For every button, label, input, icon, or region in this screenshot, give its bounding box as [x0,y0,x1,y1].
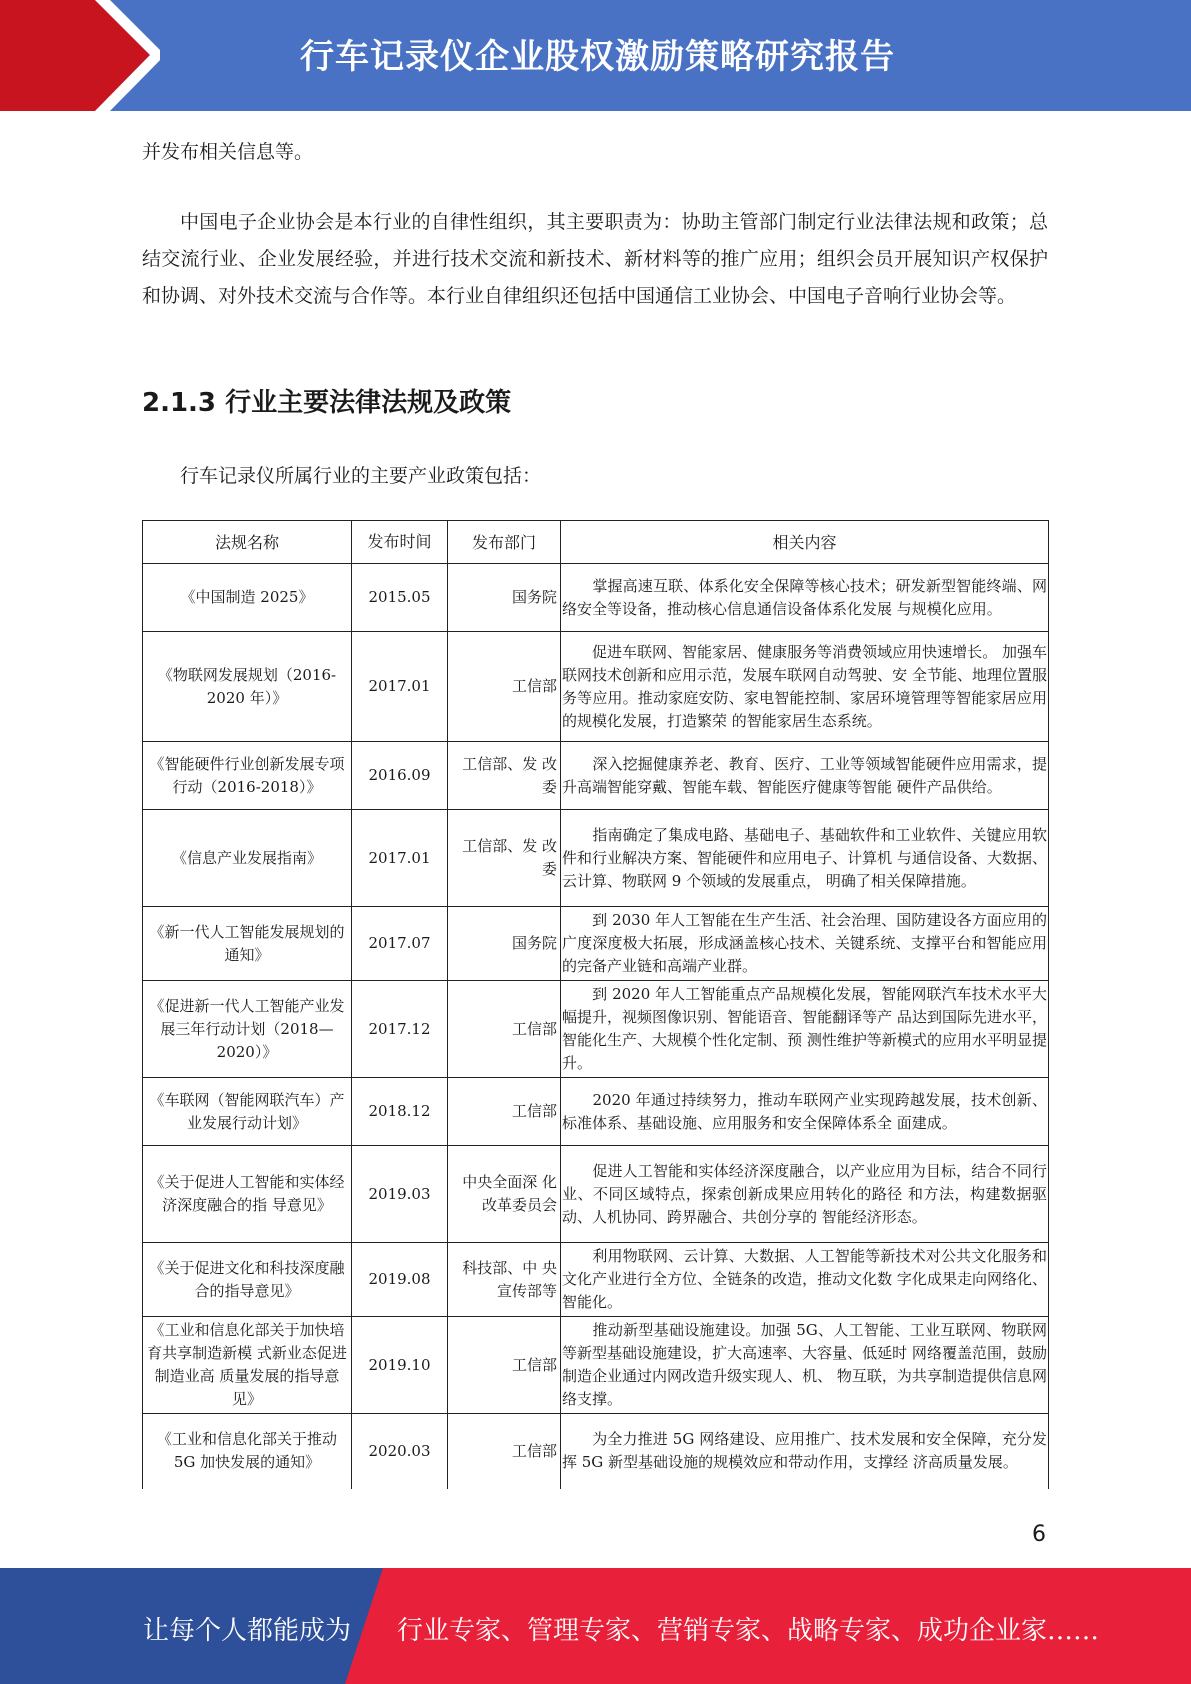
policy-dept-cell: 国务院 [448,564,561,632]
policy-content-cell: 促进人工智能和实体经济深度融合，以产业应用为目标，结合不同行业、不同区域特点，探索创新成果应用转化的路径 和方法，构建数据驱动、人机协同、跨界融合、共创分享的 智能经济形态。 [561,1146,1049,1243]
policy-name-cell: 《工业和信息化部关于推动 5G 加快发展的通知》 [143,1414,352,1489]
header-name: 法规名称 [143,521,352,564]
table-row [143,907,1049,981]
policy-date-cell: 2019.08 [352,1243,448,1317]
policy-content-cell: 掌握高速互联、体系化安全保障等核心技术；研发新型智能终端、网络安全等设备，推动核心信息通信设备体系化发展 与规模化应用。 [561,564,1049,632]
policy-dept-cell: 工信部 [448,1078,561,1146]
policy-name-cell: 《关于促进文化和科技深度融合的指导意见》 [143,1243,352,1317]
policy-name-cell: 《工业和信息化部关于加快培育共享制造新模 式新业态促进制造业高 质量发展的指导意见》 [143,1317,352,1414]
page-number: 6 [1032,1522,1046,1547]
red-chevron-icon [0,0,160,111]
policy-content-cell: 指南确定了集成电路、基础电子、基础软件和工业软件、关键应用软件和行业解决方案、智能硬件和应用电子、计算机 与通信设备、大数据、云计算、物联网 9 个领域的发展重点， 明确了相关保障措施。 [561,810,1049,907]
table-header-row [143,521,1049,564]
policy-content-cell: 利用物联网、云计算、大数据、人工智能等新技术对公共文化服务和文化产业进行全方位、全链条的改造，推动文化数 字化成果走向网络化、智能化。 [561,1243,1049,1317]
header-dept: 发布部门 [448,521,561,564]
policy-name-cell: 《关于促进人工智能和实体经济深度融合的指 导意见》 [143,1146,352,1243]
policy-dept-cell: 工信部 [448,1317,561,1414]
table-row [143,1146,1049,1243]
policy-name-cell: 《新一代人工智能发展规划的通知》 [143,907,352,981]
policy-dept-cell: 工信部 [448,1414,561,1489]
page-header [0,0,1191,111]
header-content: 相关内容 [561,521,1049,564]
policy-dept-cell: 工信部、发 改委 [448,810,561,907]
footer-slogan-left: 让每个人都能成为 [143,1616,352,1646]
policy-date-cell: 2019.03 [352,1146,448,1243]
table-row [143,632,1049,742]
policy-date-cell: 2019.10 [352,1317,448,1414]
policy-date-cell: 2020.03 [352,1414,448,1489]
page-footer [0,1568,1191,1684]
policy-dept-cell: 工信部 [448,981,561,1078]
policy-table [142,520,1049,1489]
policy-dept-cell: 科技部、中 央宣传部等 [448,1243,561,1317]
paragraph-intro: 并发布相关信息等。 [142,141,314,163]
policy-content-cell: 为全力推进 5G 网络建设、应用推广、技术发展和安全保障，充分发挥 5G 新型基础设施的规模效应和带动作用，支撑经 济高质量发展。 [561,1414,1049,1489]
policy-name-cell: 《中国制造 2025》 [143,564,352,632]
table-row [143,1414,1049,1489]
table-row [143,810,1049,907]
paragraph-association: 中国电子企业协会是本行业的自律性组织，其主要职责为：协助主管部门制定行业法律法规和政策；总结交流行业、企业发展经验，并进行技术交流和新技术、新材料等的推广应用；组织会员开展知识产权保护和协调、对外技术交流与合作等。本行业自律组织还包括中国通信工业协会、中国电子音响行业协会等。 [142,211,1048,307]
policy-name-cell: 《车联网（智能网联汽车）产业发展行动计划》 [143,1078,352,1146]
policy-date-cell: 2017.01 [352,632,448,742]
header-date: 发布时间 [352,521,448,564]
policy-content-cell: 到 2020 年人工智能重点产品规模化发展，智能网联汽车技术水平大幅提升，视频图像识别、智能语音、智能翻译等产 品达到国际先进水平，智能化生产、大规模个性化定制、预 测性维护等新模式的应用水平明显提升。 [561,981,1049,1078]
policy-dept-cell: 工信部 [448,632,561,742]
policy-dept-cell: 国务院 [448,907,561,981]
policy-content-cell: 促进车联网、智能家居、健康服务等消费领域应用快速增长。 加强车联网技术创新和应用示范，发展车联网自动驾驶、安 全节能、地理位置服务等应用。推动家庭安防、家电智能控制、家居环境管理等智能家居应用的规模化发展，打造繁荣 的智能家居生态系统。 [561,632,1049,742]
policy-dept-cell: 工信部、发 改委 [448,742,561,810]
policy-date-cell: 2017.01 [352,810,448,907]
policy-content-cell: 2020 年通过持续努力，推动车联网产业实现跨越发展，技术创新、标准体系、基础设施、应用服务和安全保障体系全 面建成。 [561,1078,1049,1146]
policy-date-cell: 2017.12 [352,981,448,1078]
policy-content-cell: 到 2030 年人工智能在生产生活、社会治理、国防建设各方面应用的广度深度极大拓展，形成涵盖核心技术、关键系统、支撑平台和智能应用的完备产业链和高端产业群。 [561,907,1049,981]
policy-dept-cell: 中央全面深 化改革委员会 [448,1146,561,1243]
table-row [143,981,1049,1078]
policy-content-cell: 推动新型基础设施建设。加强 5G、人工智能、工业互联网、物联网等新型基础设施建设，扩大高速率、大容量、低延时 网络覆盖范围，鼓励制造企业通过内网改造升级实现人、机、 物互联，为共享制造提供信息网络支撑。 [561,1317,1049,1414]
policy-name-cell: 《促进新一代人工智能产业发展三年行动计划（2018—2020）》 [143,981,352,1078]
table-row [143,1317,1049,1414]
table-row [143,742,1049,810]
section-heading: 2.1.3 行业主要法律法规及政策 [142,388,512,418]
policy-content-cell: 深入挖掘健康养老、教育、医疗、工业等领域智能硬件应用需求，提升高端智能穿戴、智能车载、智能医疗健康等智能 硬件产品供给。 [561,742,1049,810]
report-title: 行车记录仪企业股权激励策略研究报告 [300,37,895,77]
policy-date-cell: 2018.12 [352,1078,448,1146]
table-row [143,564,1049,632]
table-row [143,1078,1049,1146]
policy-name-cell: 《智能硬件行业创新发展专项行动（2016-2018）》 [143,742,352,810]
policy-date-cell: 2015.05 [352,564,448,632]
paragraph-policy-intro: 行车记录仪所属行业的主要产业政策包括： [180,465,542,487]
policy-date-cell: 2017.07 [352,907,448,981]
policy-name-cell: 《信息产业发展指南》 [143,810,352,907]
footer-slogan-right: 行业专家、管理专家、营销专家、战略专家、成功企业家…… [397,1616,1100,1646]
policy-date-cell: 2016.09 [352,742,448,810]
policy-name-cell: 《物联网发展规划（2016-2020 年）》 [143,632,352,742]
table-row [143,1243,1049,1317]
